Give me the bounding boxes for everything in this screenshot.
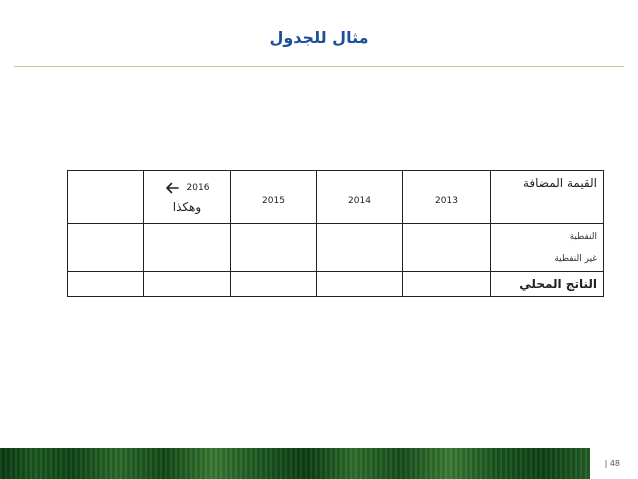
non-oil-sector-label: غير النفطية: [554, 253, 597, 264]
arrow-left-icon: [165, 182, 179, 194]
table-cell-total-label: [491, 272, 604, 297]
year-2013-label: 2013: [435, 195, 458, 206]
table-cell: [231, 272, 317, 297]
year-2016-label: 2016: [186, 183, 210, 193]
table-row: [68, 224, 604, 272]
table-cell-year: [317, 171, 403, 224]
footer-bar: [0, 448, 590, 479]
table-cell: [144, 224, 231, 272]
slide-title: مثال للجدول: [269, 28, 369, 47]
year-2014-label: 2014: [348, 195, 371, 206]
and-so-on-label: وهكذا: [172, 200, 202, 214]
table-cell: [144, 272, 231, 297]
table-cell-empty: [68, 171, 144, 224]
gdp-label: الناتج المحلي: [519, 277, 597, 291]
table-cell-sector-labels: [491, 224, 604, 272]
oil-sector-label: النفطية: [569, 231, 597, 242]
title-divider: [14, 66, 624, 67]
value-added-label: القيمة المضافة: [522, 176, 597, 190]
table-cell: [403, 224, 491, 272]
table-cell-more-years: [144, 171, 231, 224]
data-table: [67, 170, 604, 297]
table-row-total: [68, 272, 604, 297]
page-number: | 48: [604, 459, 620, 468]
year-2015-label: 2015: [262, 195, 285, 206]
table-header-row: [68, 171, 604, 224]
table-cell-year: [403, 171, 491, 224]
table-cell: [68, 272, 144, 297]
table-cell: [317, 272, 403, 297]
table-cell-header-label: [491, 171, 604, 224]
table-cell: [68, 224, 144, 272]
table-cell: [403, 272, 491, 297]
table-cell-year: [231, 171, 317, 224]
table-cell: [231, 224, 317, 272]
next-year-group: [144, 182, 230, 194]
table-cell: [317, 224, 403, 272]
